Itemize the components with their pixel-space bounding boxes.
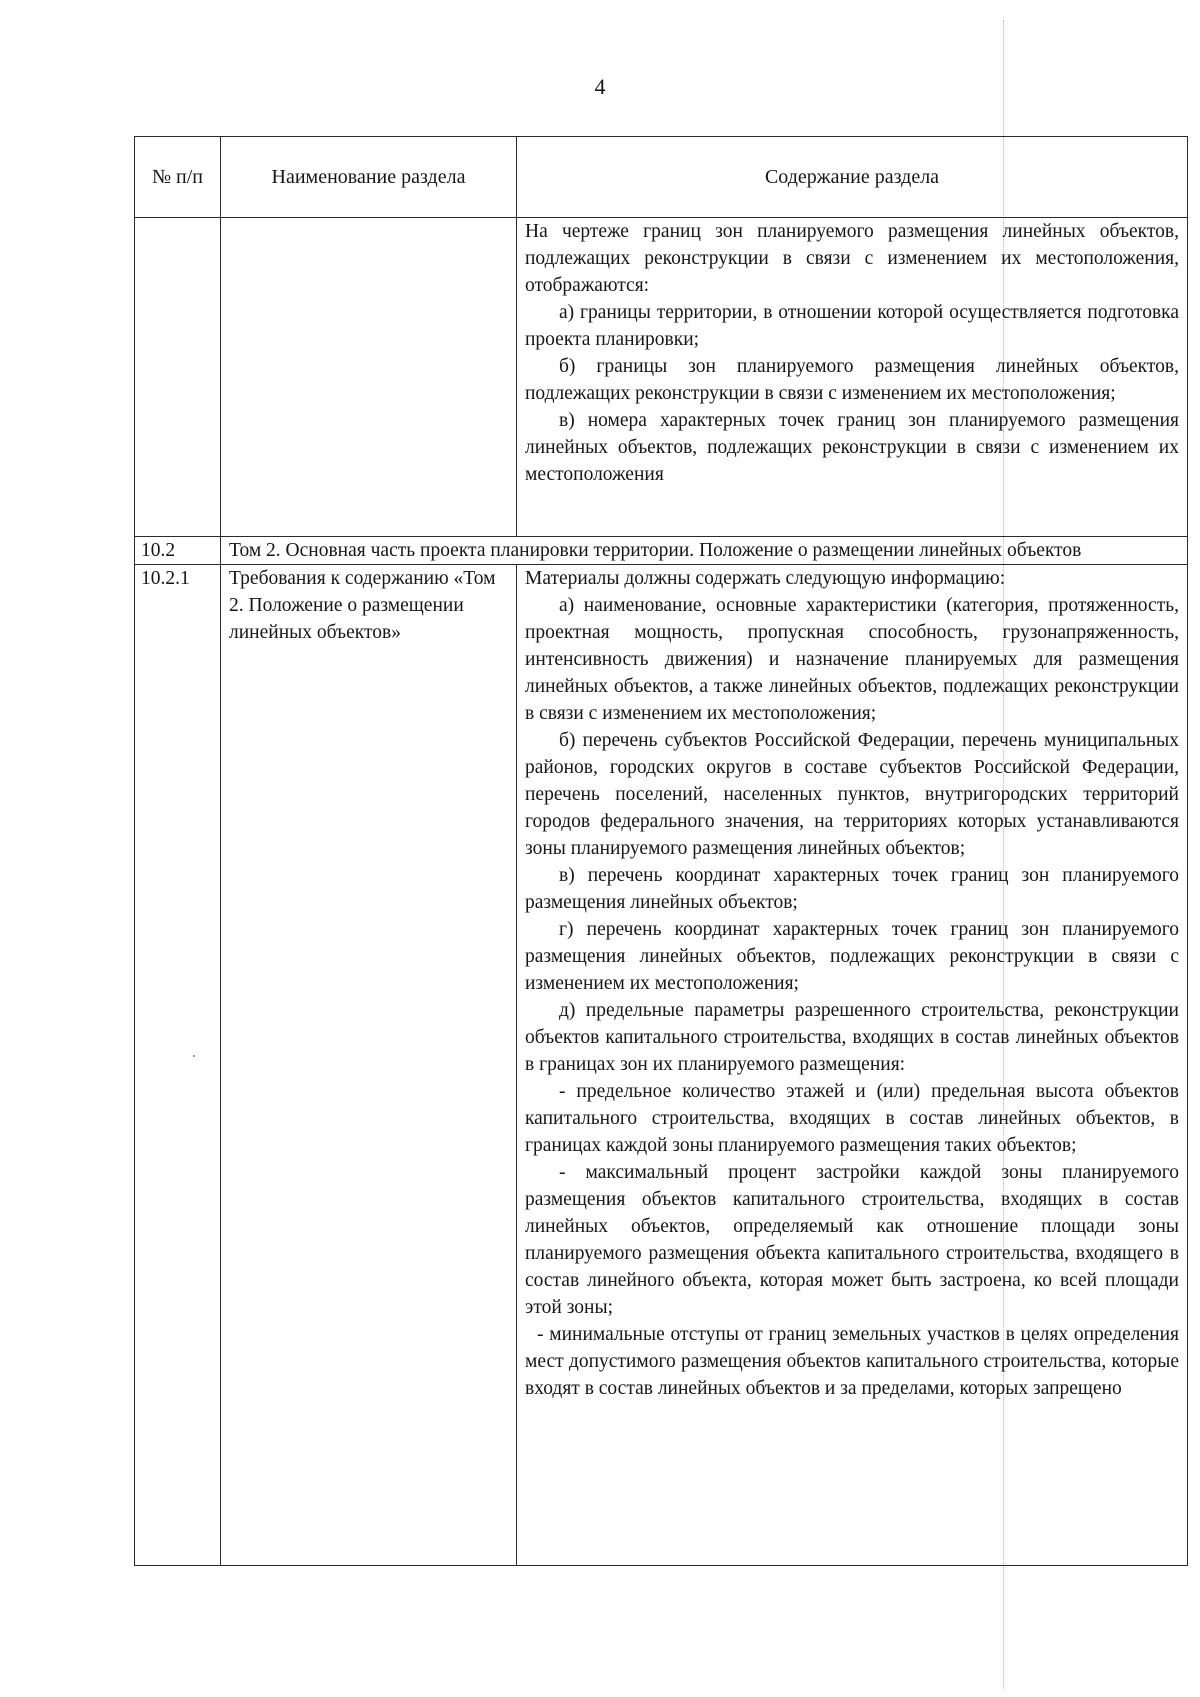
drawing-item-b: б) границы зон планируемого размещения линейных объектов, подлежащих реконструкции в связи с изменением их местоположения; xyxy=(525,356,1179,404)
requirements-item-d: д) предельные параметры разрешенного строительства, реконструкции объектов капитального строительства, входящих в состав линейных объектов в границах зон их планируемого размещения: xyxy=(525,1000,1179,1075)
requirements-item-g: г) перечень координат характерных точек границ зон планируемого размещения линейных объектов, подлежащих реконструкции в связи с изменением их местоположения; xyxy=(525,919,1179,994)
requirements-item-v: в) перечень координат характерных точек границ зон планируемого размещения линейных объектов; xyxy=(525,865,1179,913)
drawing-item-v: в) номера характерных точек границ зон планируемого размещения линейных объектов, подлежащих реконструкции в связи с изменением их местоположения xyxy=(525,410,1179,485)
table-row-10-2-1 xyxy=(135,565,1188,1566)
drawing-item-a: а) границы территории, в отношении которой осуществляется подготовка проекта планировки; xyxy=(525,302,1179,350)
header-section-name: Наименование раздела xyxy=(221,137,517,218)
requirements-dash-1: - предельное количество этажей и (или) предельная высота объектов капитального строительства, входящих в состав линейных объектов, в границах каждой зоны планируемого размещения таких объектов; xyxy=(525,1081,1179,1156)
row-number-10-2-1: 10.2.1 xyxy=(135,565,221,1566)
requirements-item-b: б) перечень субъектов Российской Федерации, перечень муниципальных районов, городских округов в составе субъектов Российской Федерации, перечень поселений, населенных пунктов, внутригородских территорий городов федерального значения, на территориях которых устанавливаются зоны планируемого размещения линейных объектов; xyxy=(525,730,1179,859)
section-title-10-2: Том 2. Основная часть проекта планировки территории. Положение о размещении линейных объектов xyxy=(229,540,1082,561)
table-header-row xyxy=(135,137,1188,218)
requirements-item-a: а) наименование, основные характеристики (категория, протяженность, проектная мощность, пропускная способность, грузонапряженность, интенсивность движения) и назначение планируемых для размещения линейных объектов, а также линейных объектов, подлежащих реконструкции в связи с изменением их местоположения; xyxy=(525,595,1179,724)
cell-empty-name xyxy=(221,218,517,537)
row-name-10-2-1: Требования к содержанию «Том 2. Положение о размещении линейных объектов» xyxy=(221,565,517,1566)
sections-table xyxy=(134,136,1188,1566)
requirements-dash-2: - максимальный процент застройки каждой зоны планируемого размещения объектов капитального строительства, входящих в состав линейных объектов, определяемый как отношение площади зоны планируемого размещения объекта капитального строительства, входящего в состав линейного объекта, которая может быть застроена, ко всей площади этой зоны; xyxy=(525,1162,1179,1318)
page-number: 4 xyxy=(594,74,606,99)
table-row-10-2 xyxy=(135,537,1188,565)
cell-empty-number xyxy=(135,218,221,537)
cell-requirements-content xyxy=(517,565,1188,1566)
requirements-intro: Материалы должны содержать следующую информацию: xyxy=(525,568,1006,589)
drawing-intro: На чертеже границ зон планируемого размещения линейных объектов, подлежащих реконструкции в связи с изменением их местоположения, отображаются: xyxy=(525,221,1179,296)
row-number-10-2: 10.2 xyxy=(135,537,221,565)
requirements-dash-3: - минимальные отступы от границ земельных участков в целях определения мест допустимого размещения объектов капитального строительства, которые входят в состав линейных объектов и за пределами, которых запрещено xyxy=(525,1324,1179,1399)
header-number: № п/п xyxy=(135,137,221,218)
header-section-content: Содержание раздела xyxy=(517,137,1188,218)
cell-drawing-content xyxy=(517,218,1188,537)
row-title-10-2 xyxy=(221,537,1188,565)
table-row-drawing xyxy=(135,218,1188,537)
